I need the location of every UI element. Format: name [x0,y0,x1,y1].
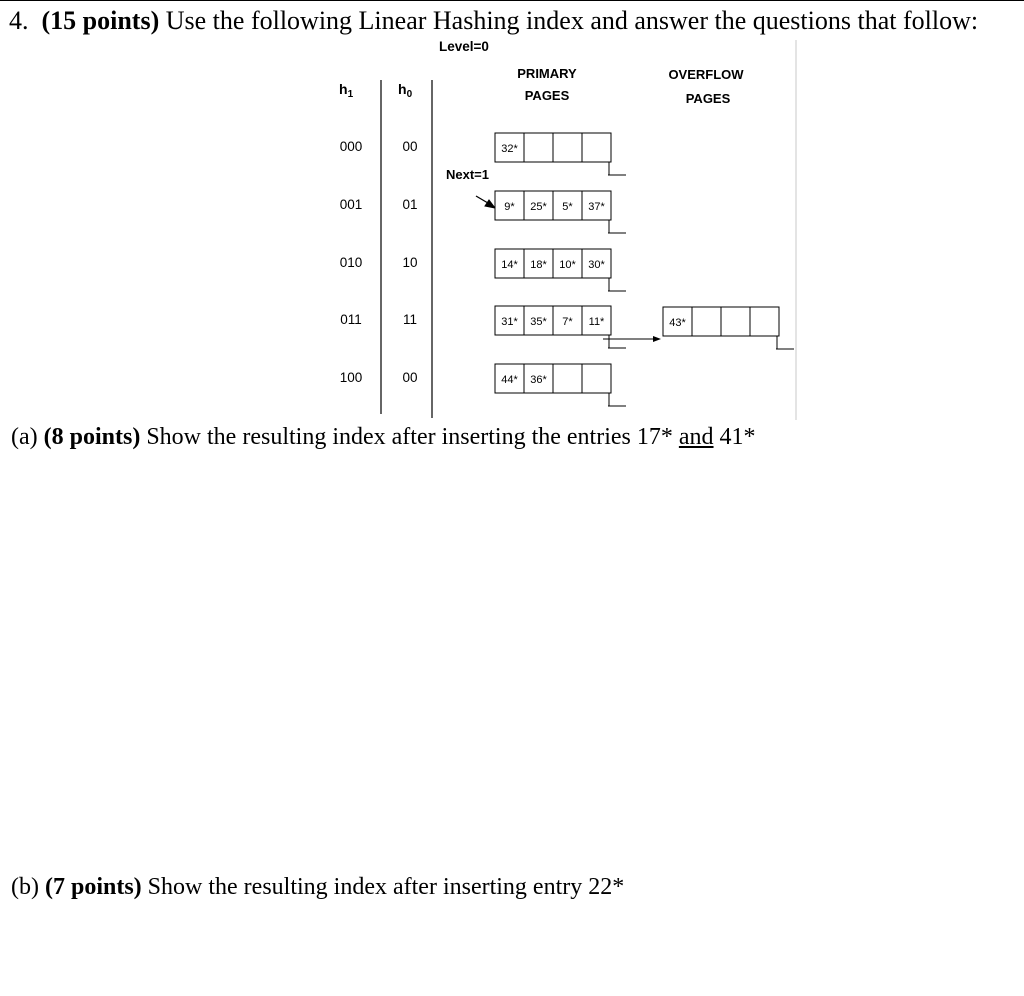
data-entry: 43* [669,317,686,329]
slot-cell [692,307,721,336]
part-a-label: (a) [11,424,38,450]
part-a-points: (8 points) [43,424,141,450]
primary-page [495,191,626,233]
data-entry: 18* [530,259,547,271]
h0-value: 00 [402,139,418,154]
bucket-row [340,306,794,349]
data-entry: 9* [504,201,515,213]
primary-page [495,306,626,348]
part-a-and: and [678,424,714,450]
linear-hashing-diagram [0,0,1024,420]
h0-value: 10 [402,255,418,270]
data-entry: 11* [588,316,605,328]
primary-page [495,364,626,406]
slot-cell [553,364,582,393]
primary-header-line1: PRIMARY [517,66,577,81]
bucket-row [340,249,626,291]
bucket-row [340,191,626,233]
data-entry: 14* [501,259,518,271]
data-entry: 10* [559,259,576,271]
data-entry: 44* [501,374,518,386]
h1-value: 001 [339,197,363,212]
h0-value: 01 [402,197,418,212]
data-entry: 31* [501,316,518,328]
level-label: Level=0 [439,39,489,54]
slot-cell [582,133,611,162]
h1-value: 011 [340,312,362,327]
col-header-h1: $h_1$ [339,81,354,100]
part-b-points: (7 points) [44,874,142,900]
slot-cell [750,307,779,336]
h1-value: 100 [339,370,363,385]
data-entry: 30* [588,259,605,271]
primary-header-line2: PAGES [524,88,570,103]
h1-value: 000 [339,139,363,154]
question-points: (15 points) [41,6,160,35]
part-a-prompt [11,424,756,451]
part-a-text-end: 41* [719,424,756,450]
data-entry: 36* [530,374,547,386]
bucket-rows [340,133,794,406]
slot-cell [524,133,553,162]
primary-page [495,133,626,175]
overflow-header-line1: OVERFLOW [668,67,744,82]
question-number: 4. [9,6,29,35]
question-text: Use the following Linear Hashing index and answer the questions that follow: [165,6,979,35]
next-pointer-label: Next=1 [446,167,489,182]
next-arrow [476,196,495,208]
data-entry: 35* [530,316,547,328]
data-entry: 37* [588,201,605,213]
data-entry: 5* [562,201,573,213]
slot-cell [582,364,611,393]
part-a-text: Show the resulting index after inserting the entries 17* [146,424,673,450]
h1-value: 010 [339,255,363,270]
data-entry: 32* [501,143,518,155]
overflow-header-line2: PAGES [685,91,731,106]
bucket-row [340,364,626,406]
slot-cell [721,307,750,336]
primary-page [495,249,626,291]
slot-cell [553,133,582,162]
h0-value: 11 [402,312,418,327]
data-entry: 25* [530,201,547,213]
part-b-label: (b) [11,874,39,900]
part-b-prompt [11,874,624,901]
data-entry: 7* [562,316,573,328]
h0-value: 00 [402,370,418,385]
part-b-text: Show the resulting index after inserting entry 22* [147,874,625,900]
overflow-arrowhead [653,336,661,342]
overflow-page [663,307,794,349]
col-header-h0: $h_0$ [398,81,413,100]
